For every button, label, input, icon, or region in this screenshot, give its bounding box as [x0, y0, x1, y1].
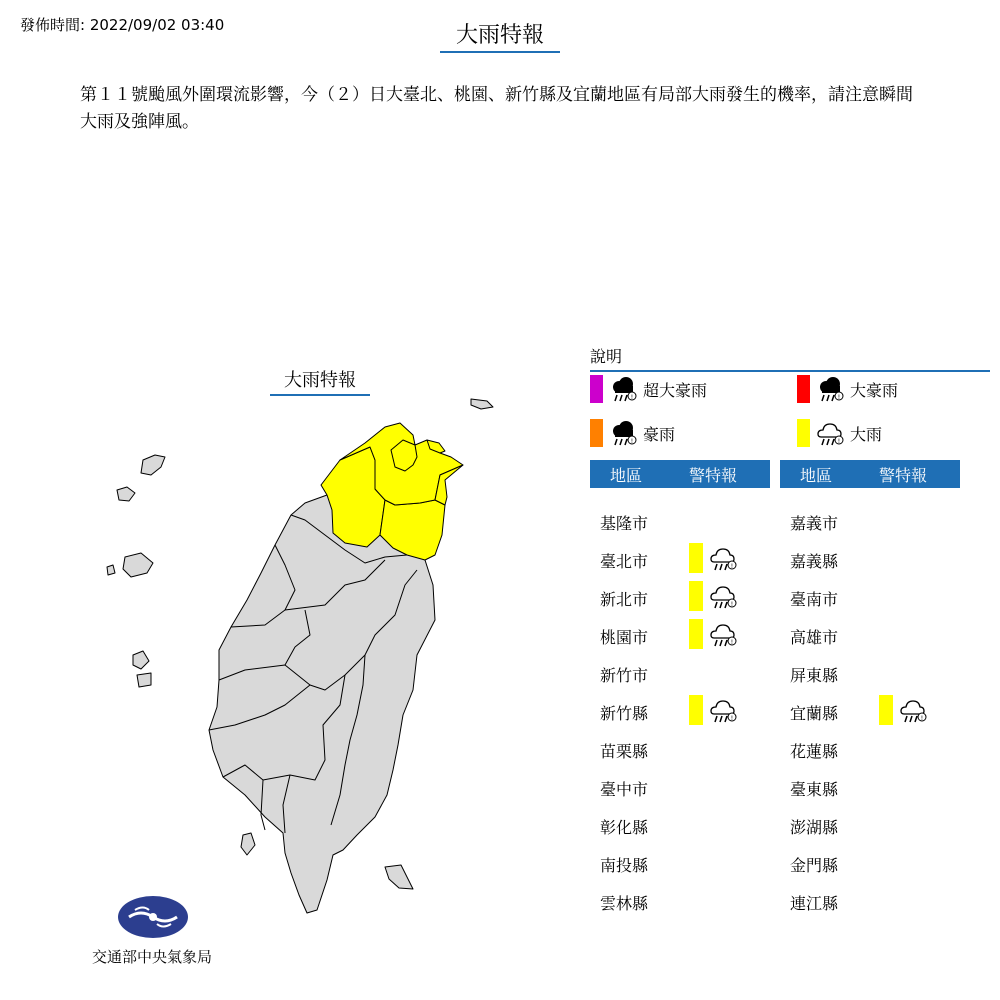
region-row — [590, 581, 770, 611]
svg-text:!: ! — [730, 639, 734, 646]
warning-level-swatch — [689, 695, 703, 725]
warning-description: 第１１號颱風外圍環流影響，今（２）日大臺北、桃園、新竹縣及宜蘭地區有局部大雨發生的機率，請注意瞬間大雨及強陣風。 — [80, 85, 913, 132]
legend-label: 超大豪雨 — [643, 380, 708, 400]
region-name: 基隆市 — [600, 514, 649, 533]
region-row — [780, 657, 960, 687]
region-row — [780, 809, 960, 839]
region-name: 臺北市 — [600, 552, 649, 571]
region-name: 桃園市 — [600, 628, 649, 647]
legend-item-torrential — [590, 418, 675, 448]
region-row — [590, 847, 770, 877]
region-row — [590, 505, 770, 535]
region-name: 臺南市 — [790, 590, 839, 609]
rain-outline-icon — [814, 418, 844, 448]
rain-outline-icon — [707, 619, 737, 649]
svg-text:!: ! — [630, 438, 634, 445]
region-name: 金門縣 — [790, 856, 839, 875]
region-name: 南投縣 — [600, 856, 649, 875]
region-row — [780, 733, 960, 763]
region-name: 高雄市 — [790, 628, 839, 647]
page-title: 大雨特報 — [440, 18, 560, 53]
legend-swatch — [590, 375, 603, 403]
legend-label: 大雨 — [850, 424, 883, 444]
warning-level-swatch — [689, 543, 703, 573]
issue-time: 發佈時間: 2022/09/02 03:40 — [20, 16, 225, 34]
region-name: 新北市 — [600, 590, 649, 609]
region-row — [780, 771, 960, 801]
column-header-region: 地區 — [610, 465, 643, 485]
legend-title: 說明 — [590, 344, 990, 372]
legend-label: 豪雨 — [643, 424, 676, 444]
legend-item-heavy-rain — [797, 418, 882, 448]
region-row — [590, 733, 770, 763]
table-header-left — [590, 460, 770, 488]
region-row — [590, 543, 770, 573]
region-row — [590, 657, 770, 687]
region-row — [780, 543, 960, 573]
region-row — [590, 619, 770, 649]
svg-text:!: ! — [730, 601, 734, 608]
region-name: 嘉義市 — [790, 514, 839, 533]
svg-text:!: ! — [630, 394, 634, 401]
region-name: 雲林縣 — [600, 894, 649, 913]
region-name: 彰化縣 — [600, 818, 649, 837]
map-title: 大雨特報 — [270, 366, 370, 396]
region-name: 宜蘭縣 — [790, 704, 839, 723]
region-name: 嘉義縣 — [790, 552, 839, 571]
region-row — [590, 885, 770, 915]
region-row — [780, 695, 960, 725]
rain-outline-icon — [707, 543, 737, 573]
warning-level-swatch — [689, 619, 703, 649]
cwb-logo — [117, 895, 189, 939]
warning-level-swatch — [689, 581, 703, 611]
region-name: 臺東縣 — [790, 780, 839, 799]
rain-outline-icon — [707, 695, 737, 725]
region-name: 花蓮縣 — [790, 742, 839, 761]
column-header-warning: 警特報 — [879, 465, 928, 485]
region-name: 苗栗縣 — [600, 742, 649, 761]
region-row — [780, 619, 960, 649]
rain-storm-icon — [607, 374, 637, 404]
island-green — [385, 865, 413, 889]
region-name: 連江縣 — [790, 894, 839, 913]
region-row — [590, 771, 770, 801]
region-row — [780, 505, 960, 535]
legend-label: 大豪雨 — [850, 380, 899, 400]
region-name: 澎湖縣 — [790, 818, 839, 837]
region-row — [780, 885, 960, 915]
rain-storm-icon — [607, 418, 637, 448]
legend-swatch — [590, 419, 603, 447]
legend-swatch — [797, 419, 810, 447]
rain-outline-icon — [897, 695, 927, 725]
column-header-warning: 警特報 — [689, 465, 738, 485]
agency-name: 交通部中央氣象局 — [91, 948, 212, 966]
svg-text:!: ! — [730, 563, 734, 570]
legend-item-extra-torrential — [797, 374, 898, 404]
svg-text:!: ! — [837, 438, 841, 445]
svg-text:!: ! — [837, 394, 841, 401]
column-header-region: 地區 — [800, 465, 833, 485]
legend-item-extreme-torrential — [590, 374, 707, 404]
region-name: 新竹市 — [600, 666, 649, 685]
region-name: 新竹縣 — [600, 704, 649, 723]
region-row — [590, 809, 770, 839]
taiwan-map — [95, 385, 505, 920]
table-header-right — [780, 460, 960, 488]
region-row — [590, 695, 770, 725]
region-row — [780, 847, 960, 877]
region-row — [780, 581, 960, 611]
svg-text:!: ! — [730, 715, 734, 722]
legend-swatch — [797, 375, 810, 403]
region-name: 臺中市 — [600, 780, 649, 799]
rain-outline-icon — [707, 581, 737, 611]
region-name: 屏東縣 — [790, 666, 839, 685]
svg-text:!: ! — [920, 715, 924, 722]
island-penghu — [141, 455, 165, 475]
rain-storm-icon — [814, 374, 844, 404]
warning-level-swatch — [879, 695, 893, 725]
